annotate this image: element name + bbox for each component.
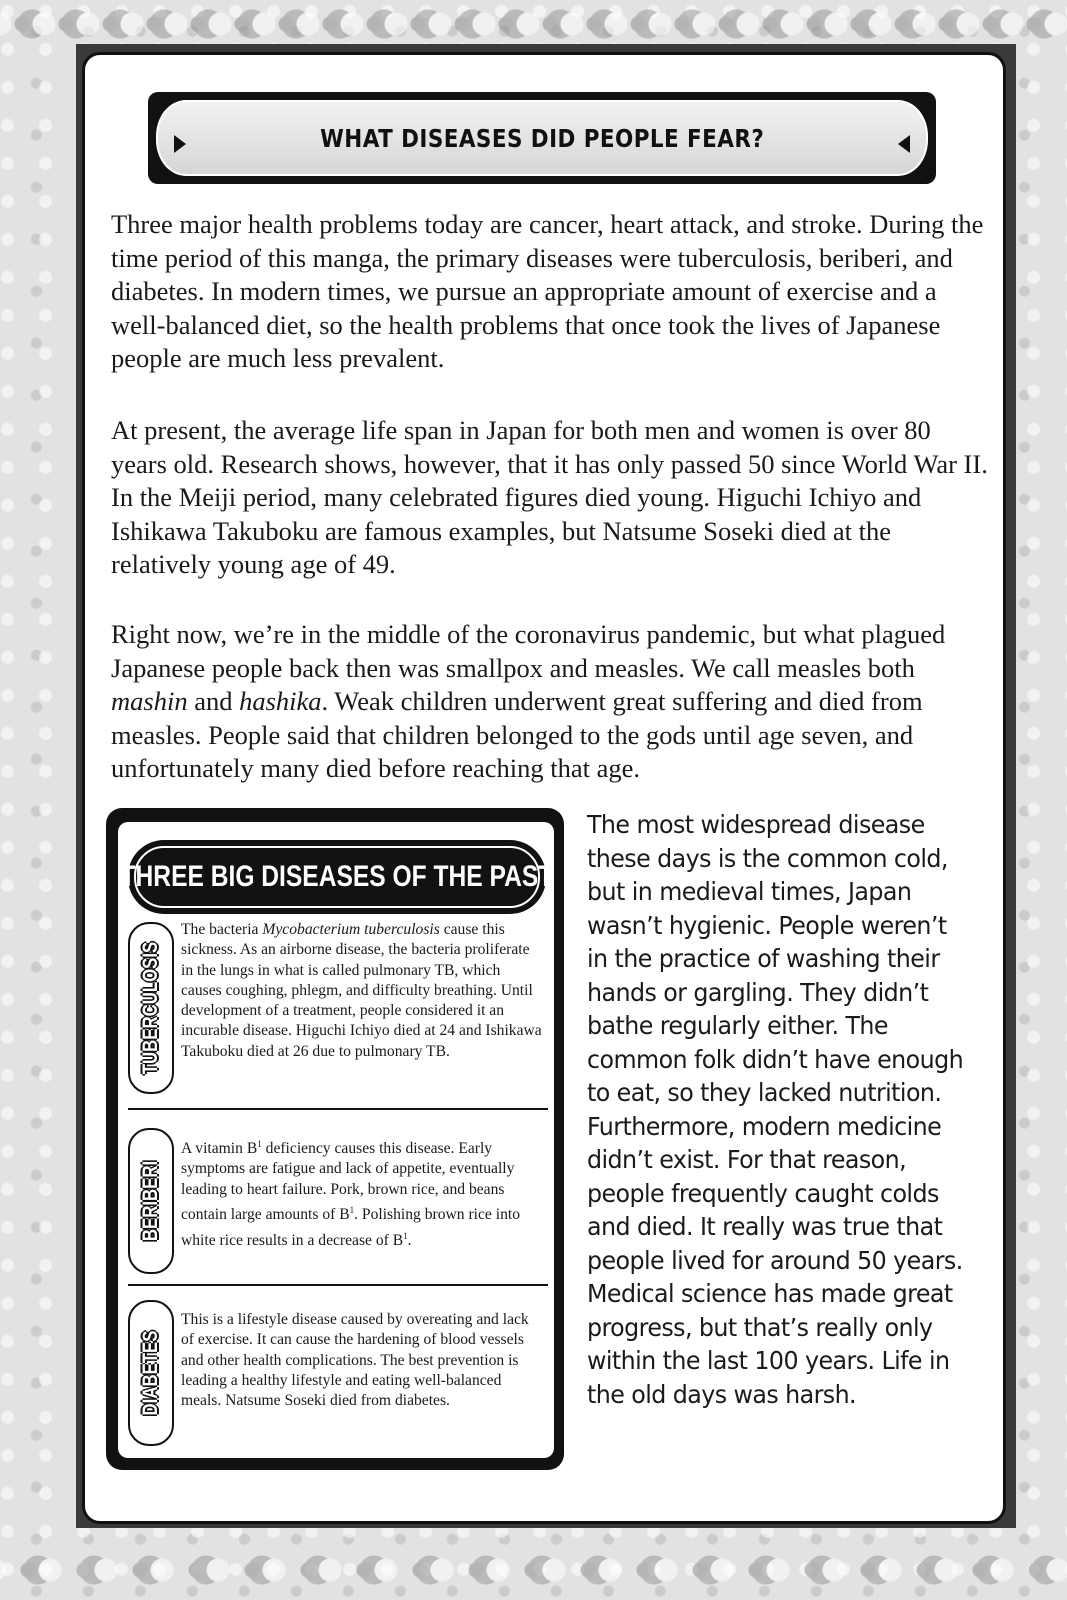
text-run: . Polishing brown rice into white rice results in a decrease of B: [181, 1206, 520, 1249]
decorative-border-bottom: [0, 1540, 1067, 1600]
paragraph-life-span: At present, the average life span in Japan for both men and women is over 80 years old. Research shows, however, that it has only passed 50 since World War II. In the Meiji period, many celebrated figures died young. Higuchi Ichiyo and Ishikawa Takuboku are famous examples, but Natsume Soseki died at the relatively young age of 49.: [111, 415, 988, 580]
triangle-right-icon: [174, 135, 186, 153]
triangle-left-icon: [898, 135, 910, 153]
divider: [128, 1108, 548, 1110]
paragraph-measles: [111, 618, 991, 786]
common-cold-paragraph: The most widespread disease these days is the common cold, but in medieval times, Japan wasn’t hygienic. People weren’t in the practice of washing their hands or gargling. They didn’t bathe regularly either. The common folk didn’t have enough to eat, so they lacked nutrition. Furthermore, modern medicine didn’t exist. For that reason, people frequently caught colds and died. It really was true that people lived for around 50 years. Medical science has made great progress, but that’s really only within the last 100 years. Life in the old days was harsh.: [587, 810, 964, 1409]
text-run: and: [187, 686, 240, 717]
page-title: WHAT DISEASES DID PEOPLE FEAR?: [319, 123, 765, 153]
italic-term: Mycobacterium tuberculosis: [262, 921, 440, 938]
decorative-border-top: [0, 0, 1067, 48]
disease-label-pill: [128, 1300, 174, 1446]
superscript: 1: [257, 1139, 262, 1149]
paragraph-health-problems: Three major health problems today are cancer, heart attack, and stroke. During the time period of this manga, the primary diseases were tuberculosis, beriberi, and diabetes. In modern times, we pursue an appropriate amount of exercise and a well-balanced diet, so the health problems that once took the lives of Japanese people are much less prevalent.: [111, 209, 984, 374]
superscript: 1: [349, 1205, 355, 1216]
disease-label: BERIBERI: [139, 1160, 162, 1242]
title-plate: [156, 100, 928, 176]
text-run: .: [407, 1231, 412, 1249]
italic-term: hashika: [239, 686, 322, 717]
text-run: Right now, we’re in the middle of the coronavirus pandemic, but what plagued Japanese people back then was smallpox and measles. We call measles both: [111, 619, 946, 683]
text-run: deficiency causes this disease. Early symptoms are fatigue and lack of appetite, eventually leading to heart failure. Pork, brown rice, and beans contain large amounts of B: [181, 1140, 515, 1224]
italic-term: mashin: [111, 686, 188, 717]
disease-description: This is a lifestyle disease caused by overeating and lack of exercise. It can cause the hardening of blood vessels and other health complications. The best prevention is leading a healthy lifestyle and eating well-balanced meals. Natsume Soseki died from diabetes.: [181, 1311, 529, 1410]
info-box-title: THREE BIG DISEASES OF THE PAST: [120, 860, 554, 893]
text-run: A vitamin B: [181, 1140, 258, 1158]
divider: [128, 1284, 548, 1286]
disease-description: [181, 920, 543, 1062]
title-banner: [148, 92, 936, 184]
superscript: 1: [403, 1230, 408, 1241]
text-run: cause this sickness. As an airborne disease, the bacteria proliferate in the lungs in what is called pulmonary TB, which causes coughing, phlegm, and difficulty breathing. Until development of a treatment, people considered it an incurable disease. Higuchi Ichiyo died at 24 and Ishikawa Takuboku died at 26 due to pulmonary TB.: [181, 921, 542, 1060]
disease-label-pill: [128, 1128, 174, 1274]
disease-label-pill: [128, 922, 174, 1094]
disease-label: DIABETES: [139, 1330, 162, 1416]
disease-description: [181, 1134, 543, 1251]
info-box-title-banner: [120, 840, 554, 914]
text-run: The bacteria: [181, 921, 263, 938]
disease-label: TUBERCULOSIS: [139, 941, 162, 1075]
text-run: . Weak children underwent great suffering and died from measles. People said that children belonged to the gods until age seven, and unfortunately many died before reaching that age.: [111, 686, 923, 784]
